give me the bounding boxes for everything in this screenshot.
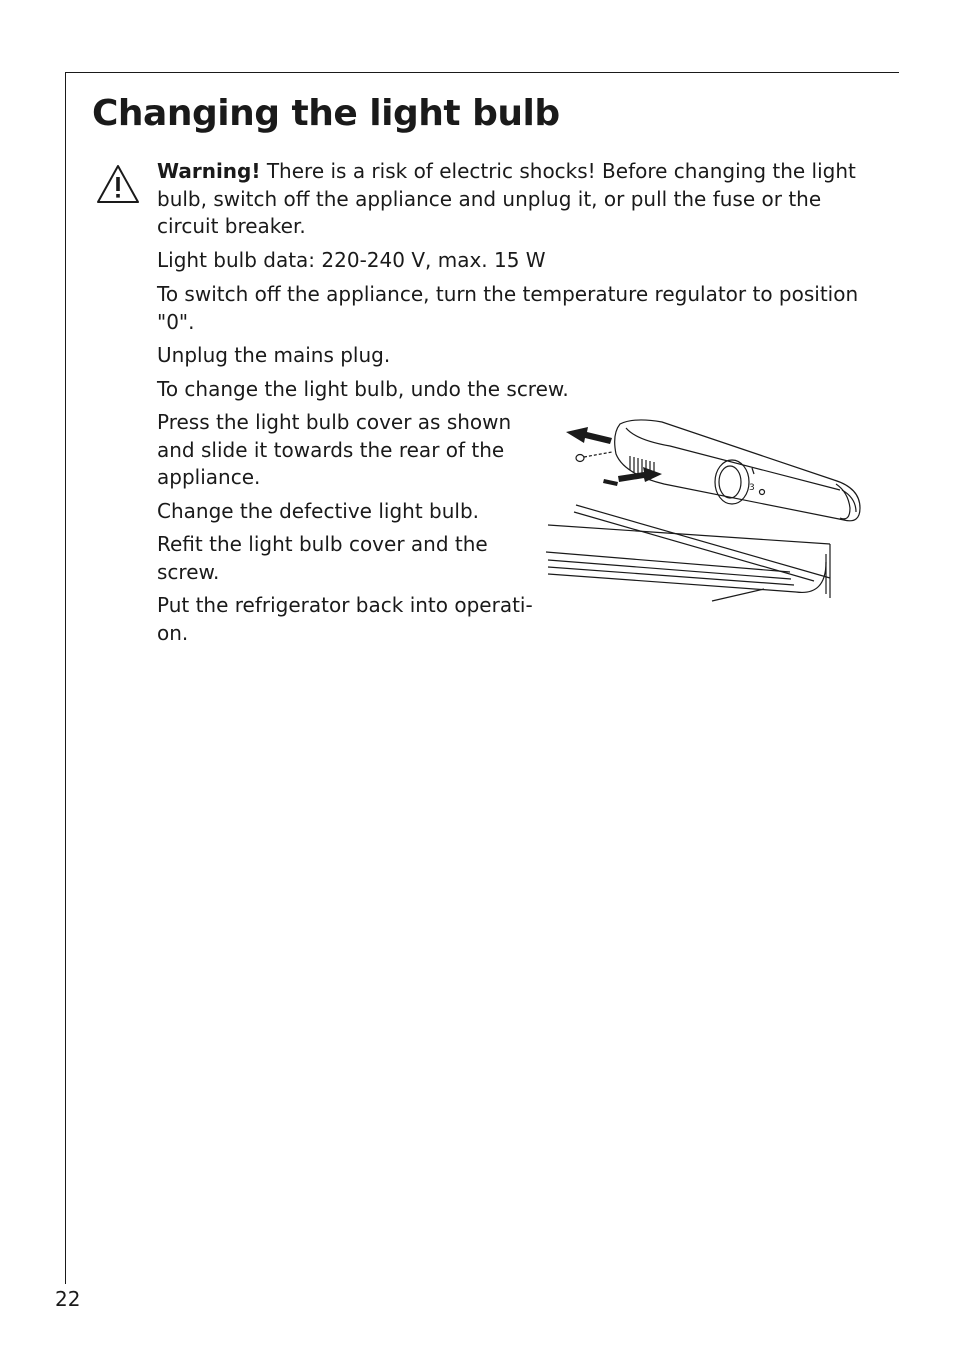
warning-paragraph	[157, 158, 857, 241]
dial-marker	[752, 468, 754, 474]
top-rule	[65, 72, 899, 73]
hint-mark	[603, 479, 618, 486]
change-bulb-text: Change the defective light bulb.	[157, 499, 480, 523]
switch-off-paragraph	[157, 281, 882, 336]
light-cover-illustration	[544, 412, 864, 604]
rail-line	[548, 525, 830, 544]
press-cover-text: Press the light bulb cover as shown and slide it towards the rear of the appliance.	[157, 410, 512, 489]
refit-cover-paragraph	[157, 531, 525, 586]
page-number: 22	[55, 1287, 81, 1311]
rail-line	[712, 589, 764, 601]
dial-indicator	[760, 490, 765, 495]
unplug-text: Unplug the mains plug.	[157, 343, 391, 367]
press-arrow-icon	[618, 467, 662, 482]
page-title: Changing the light bulb	[92, 93, 560, 134]
refit-cover-text: Refit the light bulb cover and the screw.	[157, 532, 488, 584]
slide-arrow-icon	[566, 427, 612, 444]
left-rule	[65, 72, 66, 1284]
press-cover-paragraph	[157, 409, 529, 492]
dial-label: 3	[749, 483, 755, 493]
unplug-paragraph	[157, 342, 857, 370]
bulb-data-text: Light bulb data: 220-240 V, max. 15 W	[157, 248, 546, 272]
switch-off-text: To switch off the appliance, turn the temperature regulator to position "0".	[157, 282, 859, 334]
undo-screw-text: To change the light bulb, undo the screw.	[157, 377, 569, 401]
put-back-text: Put the refrigerator back into operati-on.	[157, 593, 533, 645]
bulb-data-paragraph	[157, 247, 877, 275]
change-bulb-paragraph	[157, 498, 537, 526]
warning-triangle-icon	[96, 164, 140, 204]
temperature-dial-inner	[719, 466, 741, 498]
warning-text: There is a risk of electric shocks! Before changing the light bulb, switch off the appliance and unplug it, or pull the fuse or the circuit breaker.	[157, 159, 856, 238]
put-back-paragraph	[157, 592, 542, 647]
warning-label: Warning!	[157, 159, 261, 183]
undo-screw-paragraph	[157, 376, 857, 404]
screw-head	[576, 455, 584, 462]
housing-edge	[626, 428, 840, 490]
screw-shaft	[584, 452, 612, 457]
